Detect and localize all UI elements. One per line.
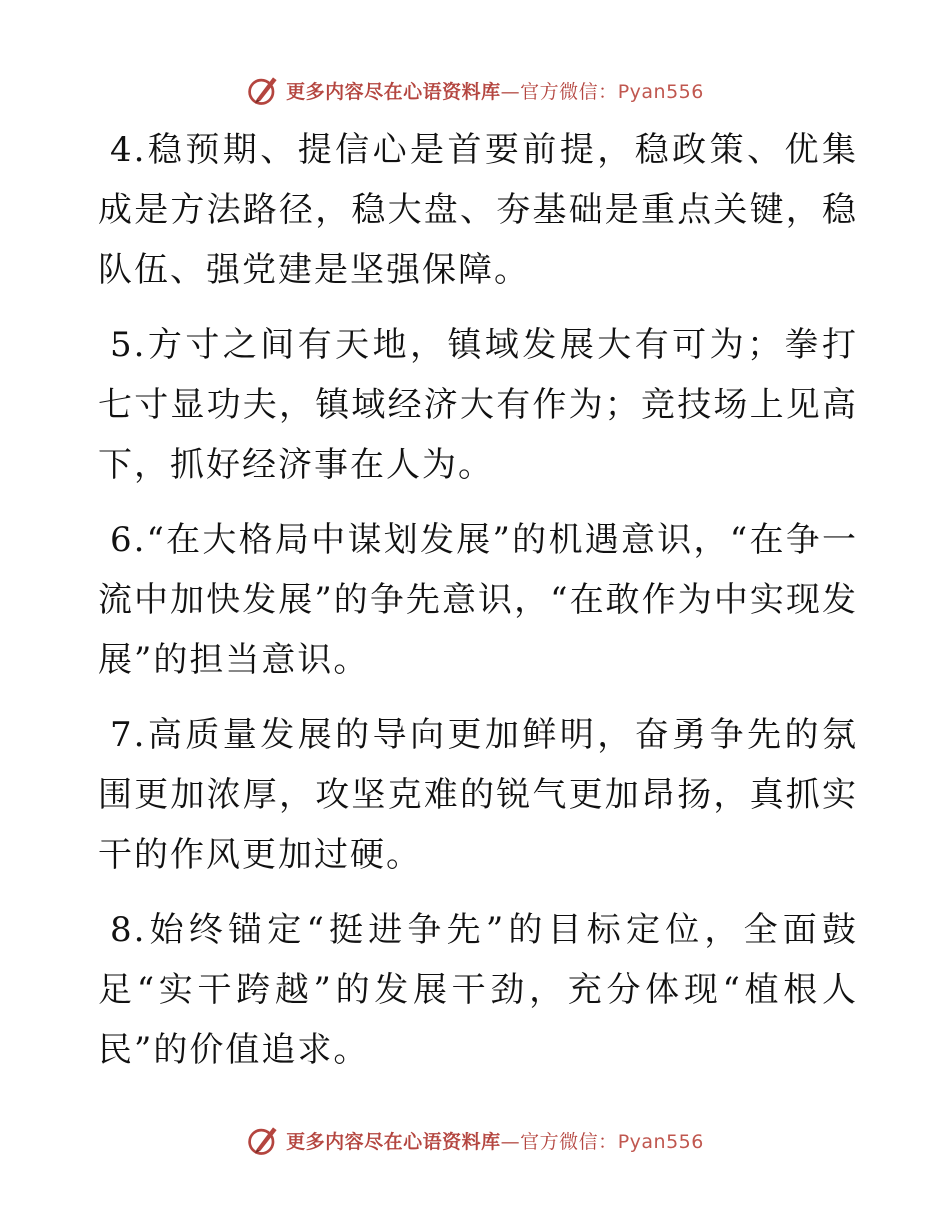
watermark-separator: — bbox=[500, 80, 521, 103]
watermark-wechat-label: 官方微信： bbox=[520, 80, 618, 103]
watermark-brand: 更多内容尽在心语资料库 bbox=[286, 1130, 501, 1153]
footer-watermark bbox=[0, 1120, 950, 1160]
paragraph-4: 4.稳预期、提信心是首要前提，稳政策、优集成是方法路径，稳大盘、夯基础是重点关键，稳队伍、强党建是坚强保障。 bbox=[98, 130, 858, 290]
paragraph-5: 5.方寸之间有天地，镇域发展大有可为；拳打七寸显功夫，镇域经济大有作为；竞技场上见高下，抓好经济事在人为。 bbox=[98, 325, 858, 485]
watermark-handle: Pyan556 bbox=[617, 80, 704, 103]
document-body bbox=[98, 120, 858, 1095]
quill-pen-logo-icon bbox=[246, 72, 282, 108]
paragraph-7: 7.高质量发展的导向更加鲜明，奋勇争先的氛围更加浓厚，攻坚克难的锐气更加昂扬，真抓实干的作风更加过硬。 bbox=[98, 715, 858, 875]
watermark-handle: Pyan556 bbox=[617, 1130, 704, 1153]
watermark-wechat-label: 官方微信： bbox=[520, 1130, 618, 1153]
watermark-brand: 更多内容尽在心语资料库 bbox=[286, 80, 501, 103]
quill-pen-logo-icon bbox=[246, 1122, 282, 1158]
paragraph-8: 8.始终锚定“挺进争先”的目标定位，全面鼓足“实干跨越”的发展干劲，充分体现“植根人民”的价值追求。 bbox=[98, 910, 858, 1070]
header-watermark bbox=[0, 70, 950, 110]
paragraph-6: 6.“在大格局中谋划发展”的机遇意识，“在争一流中加快发展”的争先意识，“在敢作为中实现发展”的担当意识。 bbox=[98, 520, 858, 680]
watermark-separator: — bbox=[500, 1130, 521, 1153]
